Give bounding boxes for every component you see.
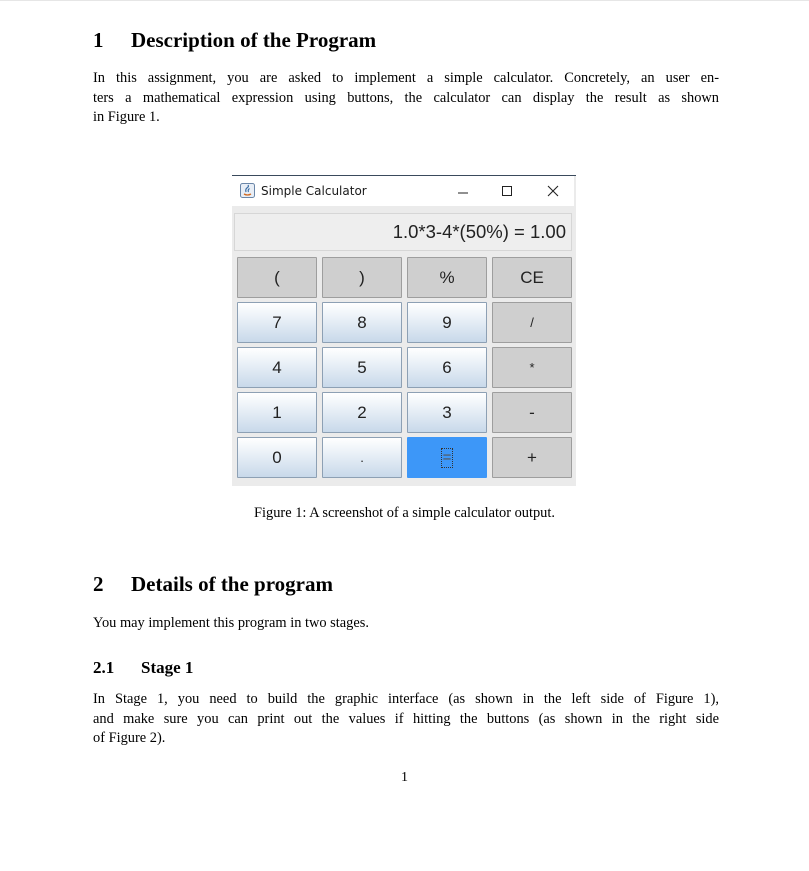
maximize-icon xyxy=(501,185,513,197)
section-1-title: Description of the Program xyxy=(131,28,377,52)
key-equals-label: = xyxy=(442,448,452,466)
subsection-2-1-heading xyxy=(93,658,193,678)
key-5[interactable]: 5 xyxy=(322,347,402,388)
key-decimal[interactable]: . xyxy=(322,437,402,478)
key-8[interactable]: 8 xyxy=(322,302,402,343)
paragraph-1-line: ters a mathematical expression using buttons, the calculator can display the result as shown xyxy=(93,89,719,106)
window-title: Simple Calculator xyxy=(261,184,367,198)
key-multiply[interactable]: * xyxy=(492,347,572,388)
subsection-2-1-title: Stage 1 xyxy=(141,658,194,677)
subsection-2-1-number: 2.1 xyxy=(93,658,115,677)
key-0[interactable]: 0 xyxy=(237,437,317,478)
key-7[interactable]: 7 xyxy=(237,302,317,343)
close-icon xyxy=(547,185,559,197)
key-open-paren[interactable]: ( xyxy=(237,257,317,298)
maximize-button[interactable] xyxy=(495,180,519,202)
window-titlebar[interactable] xyxy=(232,176,574,206)
key-4[interactable]: 4 xyxy=(237,347,317,388)
minimize-icon xyxy=(457,185,469,197)
figure-1-caption: Figure 1: A screenshot of a simple calculator output. xyxy=(254,505,555,521)
paragraph-1-line: in Figure 1. xyxy=(93,109,160,125)
paragraph-3-line: of Figure 2). xyxy=(93,730,166,746)
key-percent[interactable]: % xyxy=(407,257,487,298)
key-close-paren[interactable]: ) xyxy=(322,257,402,298)
calculator-display: 1.0*3-4*(50%) = 1.00 xyxy=(234,213,572,251)
section-1-heading xyxy=(93,28,376,53)
section-2-heading xyxy=(93,572,333,597)
close-button[interactable] xyxy=(541,180,565,202)
paragraph-1 xyxy=(93,69,719,128)
paragraph-2: You may implement this program in two stages. xyxy=(93,615,369,631)
key-9[interactable]: 9 xyxy=(407,302,487,343)
key-6[interactable]: 6 xyxy=(407,347,487,388)
minimize-button[interactable] xyxy=(451,180,475,202)
key-add[interactable]: + xyxy=(492,437,572,478)
page-top-rule xyxy=(0,0,809,1)
paragraph-1-line: In this assignment, you are asked to implement a simple calculator. Concretely, an user en- xyxy=(93,70,719,86)
section-2-title: Details of the program xyxy=(131,572,333,596)
key-subtract[interactable]: - xyxy=(492,392,572,433)
java-app-icon xyxy=(240,183,255,198)
keypad xyxy=(237,257,573,480)
section-1-number: 1 xyxy=(93,28,104,52)
key-2[interactable]: 2 xyxy=(322,392,402,433)
key-divide[interactable]: / xyxy=(492,302,572,343)
key-equals[interactable] xyxy=(407,437,487,478)
key-1[interactable]: 1 xyxy=(237,392,317,433)
calculator-window xyxy=(232,175,576,486)
paragraph-3-line: and make sure you can print out the values if hitting the buttons (as shown in the right side xyxy=(93,710,719,727)
key-clear-entry[interactable]: CE xyxy=(492,257,572,298)
key-3[interactable]: 3 xyxy=(407,392,487,433)
page-number: 1 xyxy=(401,770,408,785)
paragraph-3-line: In Stage 1, you need to build the graphic interface (as shown in the left side of Figure 1), xyxy=(93,691,719,707)
paragraph-3 xyxy=(93,690,719,749)
section-2-number: 2 xyxy=(93,572,104,596)
